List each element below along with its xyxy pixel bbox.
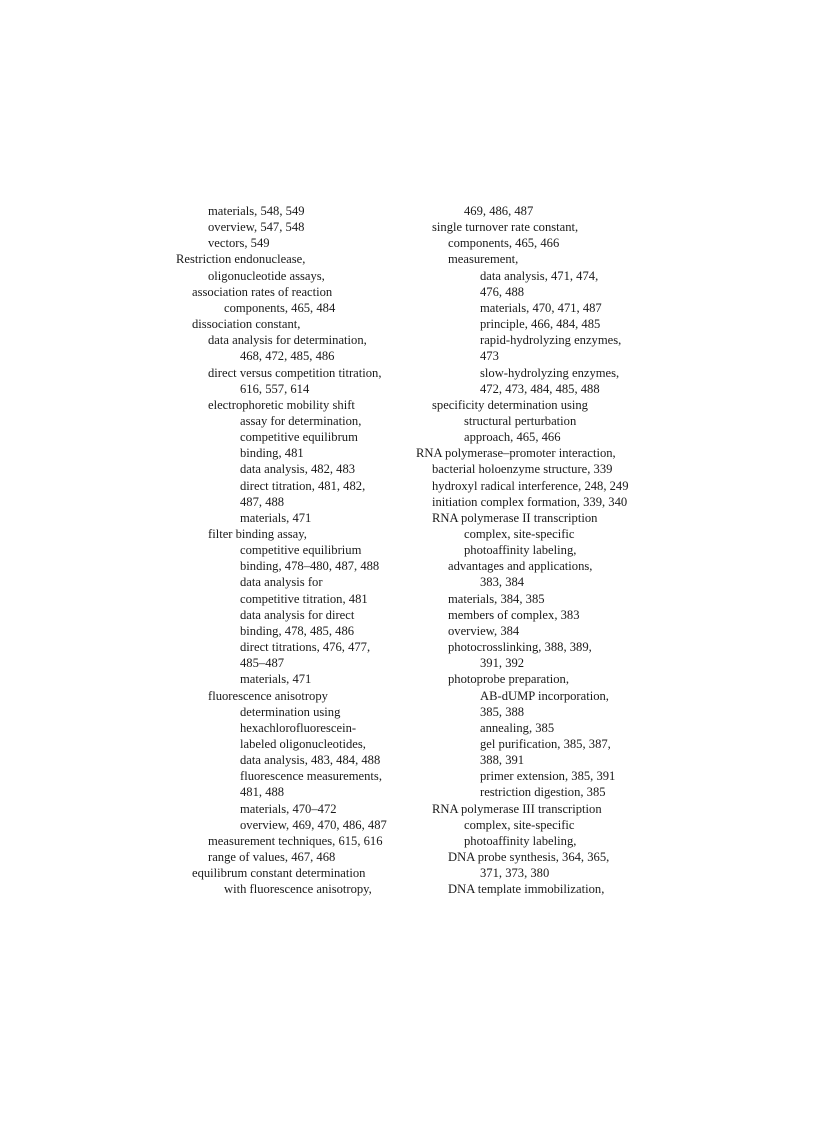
index-subentry: direct titration, 481, 482, <box>240 478 366 493</box>
index-subentry: photoaffinity labeling, <box>464 833 577 848</box>
index-subentry: gel purification, 385, 387, <box>480 736 611 751</box>
index-subentry: with fluorescence anisotropy, <box>224 882 372 897</box>
index-subentry: range of values, 467, 468 <box>208 850 336 864</box>
index-subentry: competitive equilibrum <box>240 430 358 445</box>
index-subentry: materials, 471 <box>240 510 312 525</box>
index-subentry: single turnover rate constant, <box>432 220 579 235</box>
index-subentry: hexachlorofluorescein- <box>240 720 357 735</box>
index-subentry: bacterial holoenzyme structure, 339 <box>432 462 613 477</box>
index-subentry: binding, 478, 485, 486 <box>240 623 355 638</box>
index-subentry: 487, 488 <box>240 494 285 509</box>
index-subentry: 476, 488 <box>480 284 525 299</box>
index-subentry: approach, 465, 466 <box>464 430 561 445</box>
index-subentry: specificity determination using <box>432 397 588 412</box>
index-subentry: photoprobe preparation, <box>448 672 569 687</box>
index-subentry: electrophoretic mobility shift <box>208 397 355 412</box>
index-subentry: data analysis for determination, <box>208 333 367 348</box>
index-subentry: association rates of reaction <box>192 284 333 299</box>
index-subentry: measurement techniques, 615, 616 <box>208 833 383 848</box>
index-subentry: 473 <box>480 349 499 364</box>
index-subentry: vectors, 549 <box>208 236 270 251</box>
index-subentry: photoaffinity labeling, <box>464 543 577 558</box>
index-subentry: 468, 472, 485, 486 <box>240 349 335 364</box>
index-subentry: competitive equilibrium <box>240 543 362 558</box>
index-subentry: hydroxyl radical interference, 248, 249 <box>432 478 629 493</box>
index-main-entry: RNA polymerase–promoter interaction, <box>416 446 616 461</box>
index-subentry: assay for determination, <box>240 413 362 428</box>
index-subentry: fluorescence measurements, <box>240 769 382 784</box>
index-subentry: 485–487 <box>240 656 285 671</box>
index-subentry: materials, 471 <box>240 672 312 687</box>
index-subentry: determination using <box>240 704 341 719</box>
index-subentry: AB-dUMP incorporation, <box>480 688 609 703</box>
index-subentry: filter binding assay, <box>208 527 307 541</box>
index-subentry: rapid-hydrolyzing enzymes, <box>480 333 622 348</box>
index-subentry: measurement, <box>448 252 519 267</box>
index-subentry: binding, 478–480, 487, 488 <box>240 559 380 574</box>
index-subentry: dissociation constant, <box>192 317 301 332</box>
index-subentry: materials, 548, 549 <box>208 204 305 218</box>
index-subentry: oligonucleotide assays, <box>208 268 325 283</box>
index-subentry: binding, 481 <box>240 446 304 461</box>
index-subentry: data analysis, 483, 484, 488 <box>240 753 381 768</box>
index-subentry: photocrosslinking, 388, 389, <box>448 640 592 655</box>
index-subentry: principle, 466, 484, 485 <box>480 317 601 332</box>
index-subentry: data analysis, 482, 483 <box>240 462 356 477</box>
index-subentry: components, 465, 466 <box>448 236 560 251</box>
index-subentry: members of complex, 383 <box>448 607 580 622</box>
index-subentry: 391, 392 <box>480 656 525 671</box>
index-subentry: initiation complex formation, 339, 340 <box>432 494 628 509</box>
index-subentry: fluorescence anisotropy <box>208 688 328 703</box>
index-subentry: RNA polymerase II transcription <box>432 510 598 525</box>
index-subentry: 472, 473, 484, 485, 488 <box>480 381 600 396</box>
index-subentry: direct versus competition titration, <box>208 365 382 380</box>
index-subentry: annealing, 385 <box>480 720 555 735</box>
index-subentry: 388, 391 <box>480 753 525 768</box>
index-subentry: complex, site-specific <box>464 817 575 832</box>
index-subentry: 383, 384 <box>480 575 525 590</box>
index-subentry: materials, 384, 385 <box>448 591 545 606</box>
index-subentry: structural perturbation <box>464 413 577 428</box>
index-subentry: data analysis for direct <box>240 607 355 622</box>
index-subentry: competitive titration, 481 <box>240 591 368 606</box>
index-subentry: DNA template immobilization, <box>448 882 605 897</box>
index-subentry: materials, 470–472 <box>240 801 337 816</box>
index-subentry: overview, 384 <box>448 623 520 638</box>
index-subentry: overview, 547, 548 <box>208 220 305 235</box>
index-subentry: data analysis for <box>240 575 323 590</box>
index-subentry: 469, 486, 487 <box>464 204 534 218</box>
index-subentry: direct titrations, 476, 477, <box>240 640 371 655</box>
index-subentry: components, 465, 484 <box>224 300 336 315</box>
index-subentry: primer extension, 385, 391 <box>480 769 616 784</box>
index-subentry: equilibrum constant determination <box>192 866 366 881</box>
index-subentry: 481, 488 <box>240 785 285 800</box>
index-subentry: overview, 469, 470, 486, 487 <box>240 817 387 832</box>
index-subentry: materials, 470, 471, 487 <box>480 300 602 315</box>
index-subentry: slow-hydrolyzing enzymes, <box>480 365 620 380</box>
index-subentry: complex, site-specific <box>464 527 575 541</box>
index-subentry: restriction digestion, 385 <box>480 785 606 800</box>
index-subentry: data analysis, 471, 474, <box>480 268 599 283</box>
index-subentry: labeled oligonucleotides, <box>240 736 366 751</box>
index-subentry: RNA polymerase III transcription <box>432 801 602 816</box>
index-subentry: 371, 373, 380 <box>480 866 550 881</box>
index-main-entry: Restriction endonuclease, <box>176 252 306 267</box>
index-subentry: 616, 557, 614 <box>240 381 310 396</box>
index-subentry: advantages and applications, <box>448 559 593 574</box>
index-subentry: 385, 388 <box>480 704 525 719</box>
index-subentry: DNA probe synthesis, 364, 365, <box>448 850 610 864</box>
